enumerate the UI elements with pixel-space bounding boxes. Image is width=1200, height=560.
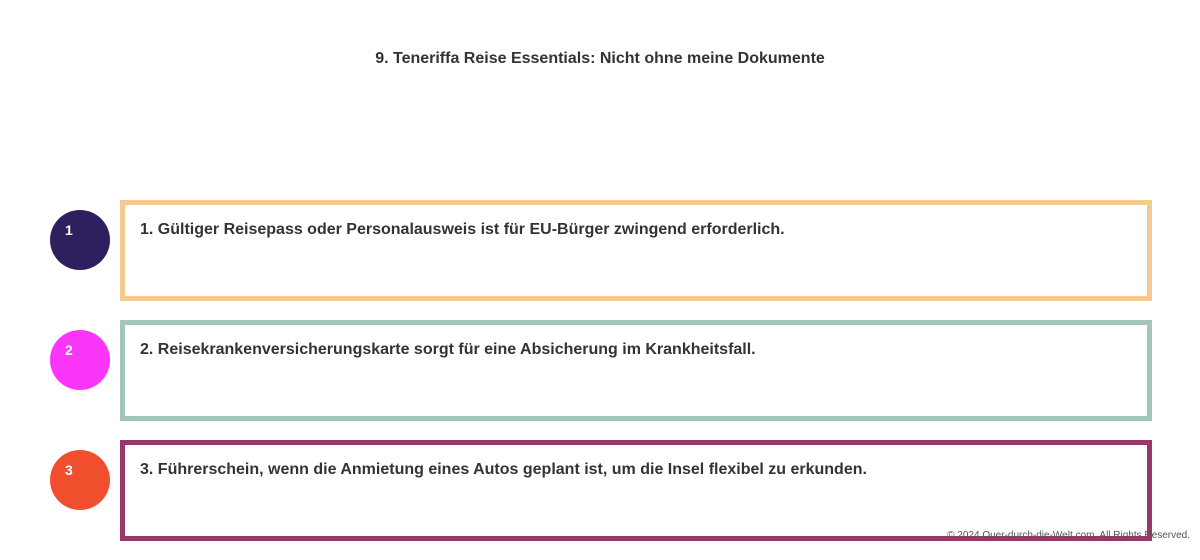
number-badge: [50, 210, 110, 270]
list-item: [0, 200, 1200, 300]
number-badge: [50, 330, 110, 390]
item-text: 1. Gültiger Reisepass oder Personalausweis ist für EU-Bürger zwingend erforderlich.: [140, 221, 785, 238]
page-title: 9. Teneriffa Reise Essentials: Nicht ohne meine Dokumente: [375, 50, 825, 67]
text-box: [120, 440, 1152, 541]
list-item: [0, 440, 1200, 540]
text-box: [120, 320, 1152, 421]
text-box: [120, 200, 1152, 301]
copyright-notice: © 2024 Quer-durch-die-Welt.com. All Rights Reserved.: [947, 530, 1190, 541]
number-label: 2: [65, 342, 73, 358]
item-text: 3. Führerschein, wenn die Anmietung eines Autos geplant ist, um die Insel flexibel zu erkunden.: [140, 461, 867, 478]
list-item: [0, 320, 1200, 420]
number-badge: [50, 450, 110, 510]
number-label: 1: [65, 222, 73, 238]
item-text: 2. Reisekrankenversicherungskarte sorgt für eine Absicherung im Krankheitsfall.: [140, 341, 756, 358]
number-label: 3: [65, 462, 73, 478]
